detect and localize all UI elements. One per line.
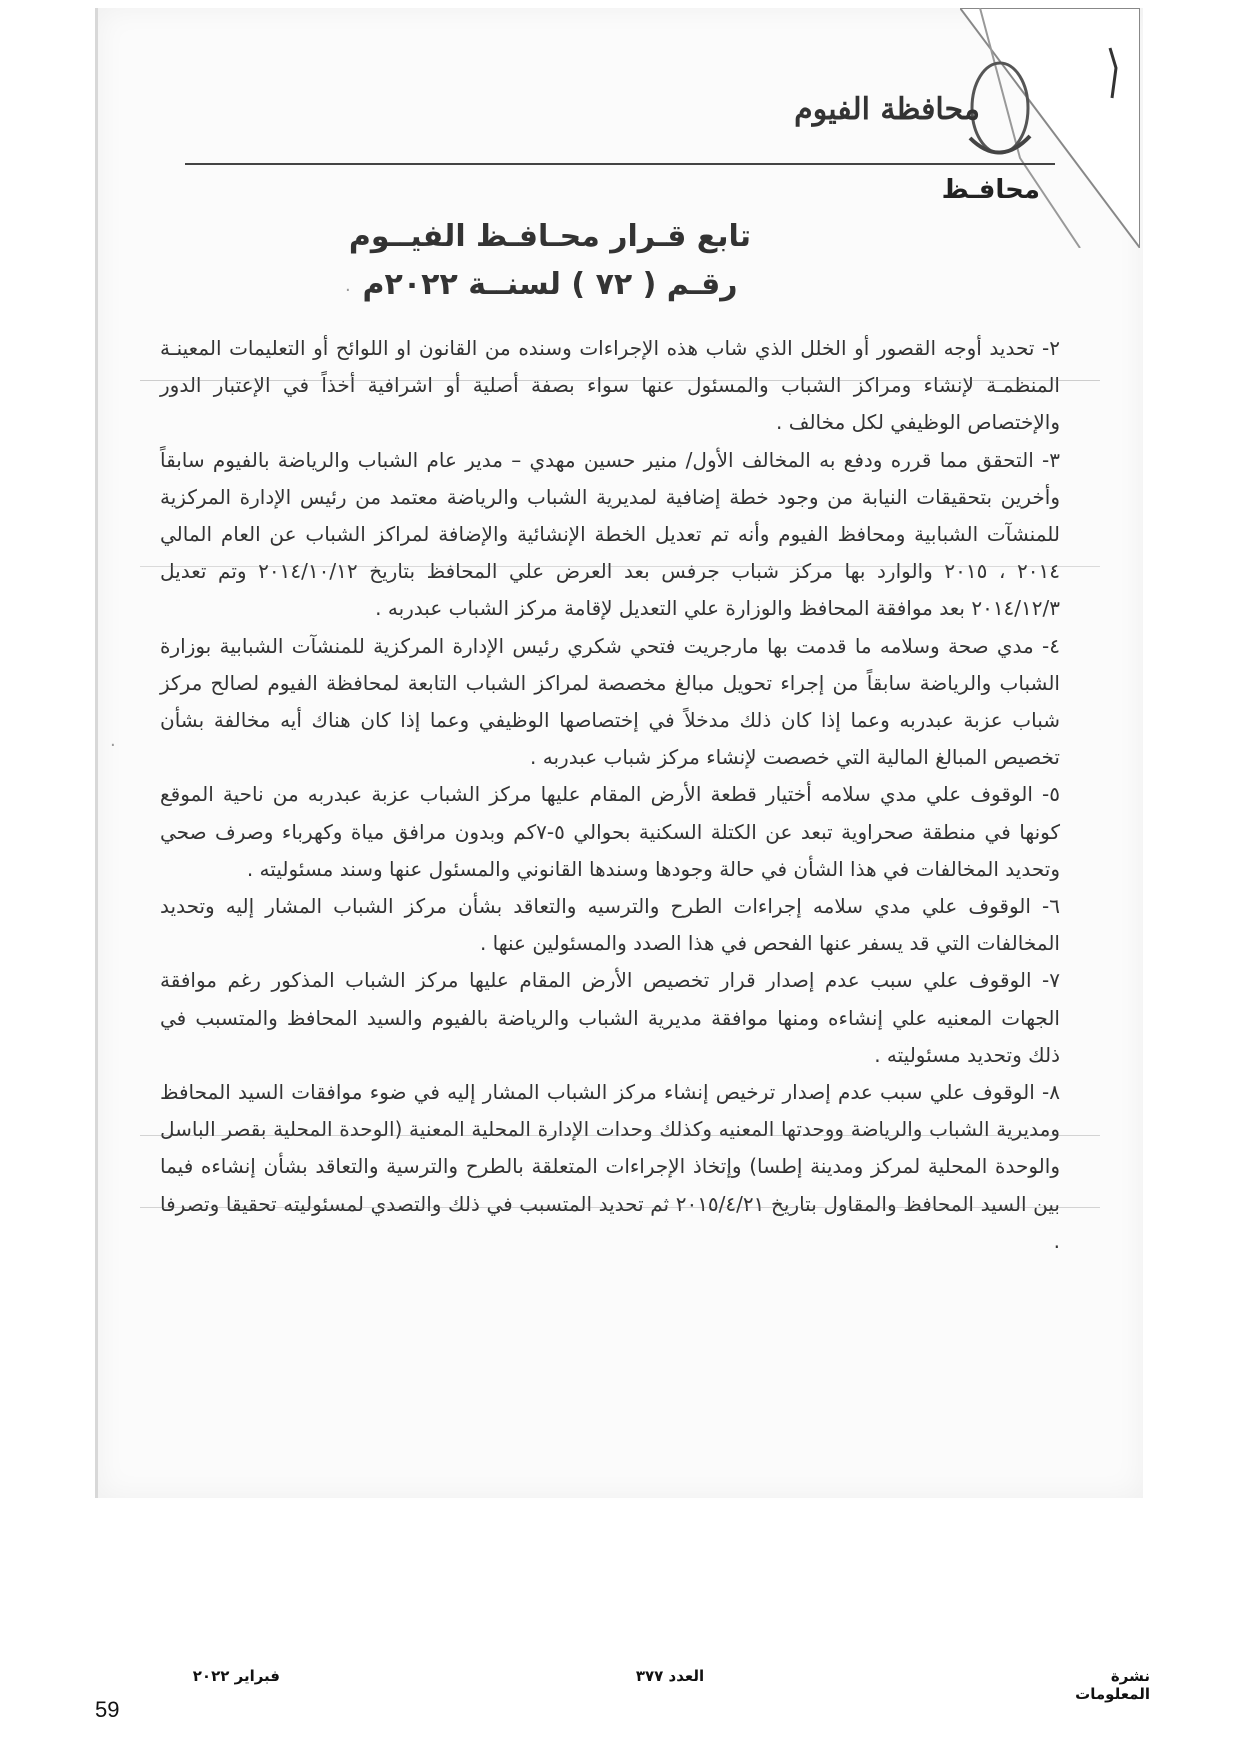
scan-line <box>140 566 1100 567</box>
governorate-emblem-icon <box>960 8 1140 248</box>
list-item <box>160 776 1060 888</box>
scan-line <box>140 1207 1100 1208</box>
decree-title <box>300 213 800 309</box>
footer-issue: العدد ٣٧٧ <box>635 1667 705 1685</box>
item-text: مدي صحة وسلامه ما قدمت بها مارجريت فتحي شكري رئيس الإدارة المركزية للمنشآت الشبابية بوزارة الشباب والرياضة سابقاً من إجراء تحويل مبالغ مخصصة لمراكز الشباب التابعة لمحافظة الفيوم لصالح مركز شباب عزبة عبدربه وعما إذا كان ذلك مدخلاً في إختصاصها الوظيفي وعما إذا كان هناك أيه مخالفة بشأن تخصيص المبالغ المالية التي خصصت لإنشاء مركز شباب عبدربه . <box>160 633 1060 770</box>
item-number: ٦- <box>1042 894 1061 919</box>
scan-line <box>140 380 1100 381</box>
list-item <box>160 962 1060 1074</box>
decree-title-line-2: رقـم ( ٧٢ ) لسنــة ٢٠٢٢م <box>362 267 738 302</box>
office-label: محافـظ <box>941 175 1040 205</box>
item-number: ٤- <box>1042 633 1061 658</box>
governorate-title: محافظة الفيوم <box>794 92 980 127</box>
list-item <box>160 1074 1060 1260</box>
list-item <box>160 330 1060 442</box>
header-divider <box>185 163 1055 165</box>
list-item <box>160 628 1060 777</box>
item-number: ٧- <box>1042 968 1061 993</box>
list-item <box>160 442 1060 628</box>
page-number: 59 <box>95 1697 120 1722</box>
footer-bulletin: نشرة المعلومات <box>1075 1667 1150 1703</box>
item-number: ٨- <box>1042 1080 1061 1105</box>
item-number: ٥- <box>1042 782 1060 807</box>
item-number: ٢- <box>1042 336 1060 360</box>
footer-date: فبراير ٢٠٢٢ <box>192 1667 280 1685</box>
item-text: الوقوف علي سبب عدم إصدار قرار تخصيص الأرض المقام عليها مركز الشباب المذكور رغم موافقة الجهات المعنيه علي إنشاءه ومنها موافقة مديرية الشباب والرياضة بالفيوم والسيد المحافظ والمتسبب في ذلك وتحديد مسئوليته . <box>160 968 1060 1067</box>
item-text: التحقق مما قرره ودفع به المخالف الأول/ منير حسين مهدي – مدير عام الشباب والرياضة بالفيوم سابقاً وأخرين بتحقيقات النيابة من وجود خطة إضافية لمديرية الشباب والرياضة معتمد من رئيس الإدارة المركزية للمنشآت الشبابية ومحافظ الفيوم وأنه تم تعديل الخطة الإنشائية والإضافة لمراكز الشباب عن العام المالي ٢٠١٤ ، ٢٠١٥ والوارد بها مركز شباب جرفس بعد العرض علي المحافظ بتاريخ ٢٠١٤/١٠/١٢ وتم تعديل ٢٠١٤/١٢/٣ بعد موافقة المحافظ والوزارة علي التعديل لإقامة مركز الشباب عبدربه . <box>160 447 1060 621</box>
scan-line <box>140 1135 1100 1136</box>
scan-speck: · <box>345 280 351 301</box>
item-text: تحديد أوجه القصور أو الخلل الذي شاب هذه الإجراءات وسنده من القانون او اللوائح أو التعليمات المعينـة المنظمـة لإنشاء ومراكز الشباب والمسئول عنها سواء بصفة أصلية أو اشرافية أخذاً في الإعتبار الدور والإختصاص الوظيفي لكل مخالف . <box>160 336 1060 435</box>
item-text: الوقوف علي مدي سلامه إجراءات الطرح والترسيه والتعاقد بشأن مركز الشباب المشار إليه وتحديد المخالفات التي قد يسفر عنها الفحص في هذا الصدد والمسئولين عنها . <box>160 894 1060 956</box>
scan-speck: · <box>110 735 116 756</box>
item-number: ٣- <box>1042 447 1060 472</box>
item-text: الوقوف علي مدي سلامه أختيار قطعة الأرض المقام عليها مركز الشباب عزبة عبدربه من ناحية الموقع كونها في منطقة صحراوية تبعد عن الكتلة السكنية بحوالي ٥-٧كم وبدون مرافق مياة وكهرباء وصرف صحي وتحديد المخالفات في هذا الشأن في حالة وجودها وسندها القانوني والمسئول عنها وسند مسئوليته . <box>160 782 1060 881</box>
decree-title-line-1: تابع قـرار محـافـظ الفيــوم <box>348 219 752 254</box>
decree-body <box>160 330 1060 1260</box>
item-text: الوقوف علي سبب عدم إصدار ترخيص إنشاء مركز الشباب المشار إليه في ضوء موافقات السيد المحافظ ومديرية الشباب والرياضة ووحدتها المعنيه وكذلك وحدات الإدارة المحلية المعنية (الوحدة المحلية بقصر الباسل والوحدة المحلية لمركز ومدينة إطسا) وإتخاذ الإجراءات المتعلقة بالطرح والترسية والتعاقد بشأن إنشاءه فيما بين السيد المحافظ والمقاول بتاريخ ٢٠١٥/٤/٢١ ثم تحديد المتسبب في ذلك والتصدي لمسئوليته تحقيقا وتصرفا . <box>160 1080 1060 1253</box>
list-item <box>160 888 1060 962</box>
